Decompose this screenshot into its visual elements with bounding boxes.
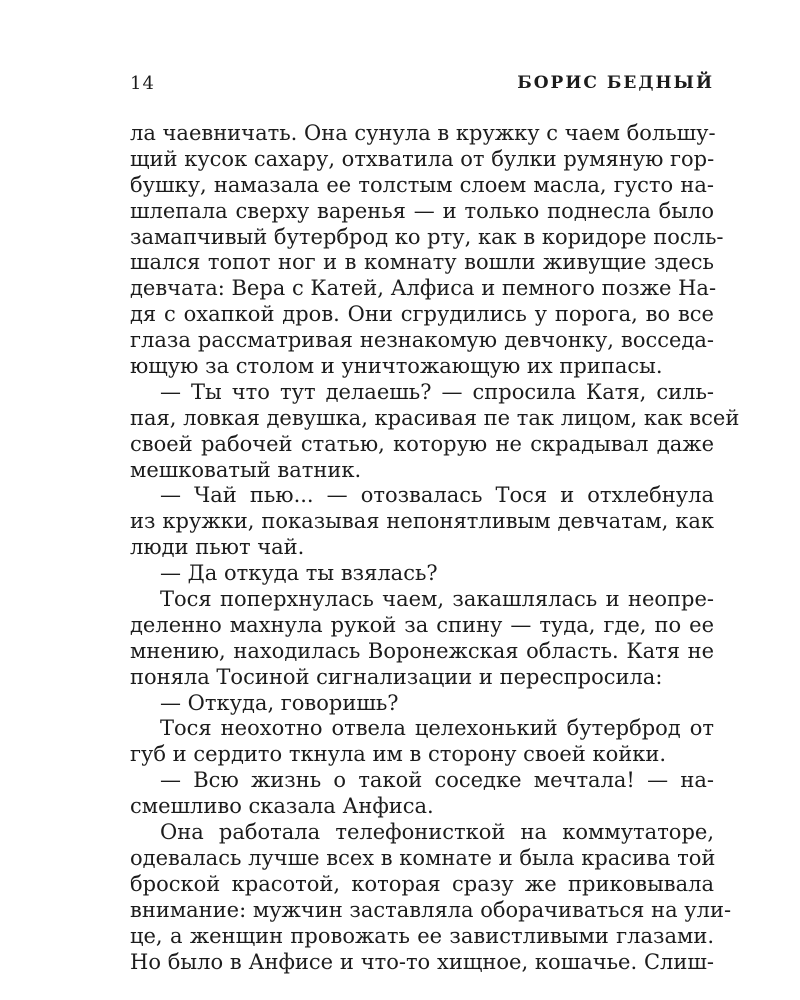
paragraph (130, 483, 714, 561)
text-line: глаза рассматривая незнакомую девчонку, восседа- (130, 328, 714, 353)
text-line: шался топот ног и в комнату вошли живущие здесь (130, 250, 714, 275)
text-line: бушку, намазала ее толстым слоем масла, густо на- (130, 172, 714, 197)
text-line: смешливо сказала Анфиса. (130, 794, 434, 819)
page-number: 14 (130, 73, 155, 94)
text-line: мешковатый ватник. (130, 457, 362, 482)
paragraph (130, 379, 740, 484)
text-line: — Ты что тут делаешь? — спросила Катя, силь- (160, 379, 714, 404)
text-line: — Да откуда ты взялась? (160, 561, 438, 586)
text-line: дя с охапкой дров. Они сгрудились у порога, во все (130, 302, 714, 327)
text-line: Но было в Анфисе и что-то хищное, кошачье. Слиш- (130, 949, 714, 974)
text-line: замапчивый бутерброд ко рту, как в коридоре посль- (130, 224, 724, 249)
paragraph (130, 768, 714, 820)
text-line: девчата: Вера с Катей, Алфиса и пемного позже На- (130, 276, 717, 301)
paragraph (130, 716, 714, 768)
text-line: мнению, находилась Воронежская область. Катя не (130, 638, 714, 663)
text-line: пая, ловкая девушка, красивая пе так лицом, как всей (130, 405, 740, 430)
paragraph (130, 121, 724, 380)
text-line: броской красотой, которая сразу же приковывала (130, 871, 714, 896)
paragraph (130, 587, 714, 691)
paragraph (130, 691, 714, 717)
text-line: це, а женщин провожать ее завистливыми глазами. (130, 923, 714, 948)
text-line: из кружки, показывая непонятливым девчатам, как (130, 509, 714, 534)
text-line: своей рабочей статью, которую не скрадывал даже (130, 431, 714, 456)
text-line: — Всю жизнь о такой соседке мечтала! — на- (160, 768, 714, 793)
text-line: ла чаевничать. Она сунула в кружку с чаем большу- (130, 121, 716, 145)
text-line: одевалась лучше всех в комнате и была красива той (130, 845, 716, 870)
paragraph (130, 820, 732, 975)
text-line: — Откуда, говоришь? (160, 690, 399, 715)
text-line: люди пьют чай. (130, 535, 305, 560)
body-text (130, 121, 740, 975)
text-line: ющую за столом и уничтожающую их припасы. (130, 354, 663, 379)
running-head-author: БОРИС БЕДНЫЙ (517, 73, 714, 93)
text-line: поняла Тосиной сигнализации и переспросила: (130, 664, 663, 689)
paragraph (130, 561, 714, 587)
text-line: — Чай пью... — отозвалась Тося и отхлебнула (160, 483, 714, 508)
text-line: губ и сердито ткнула им в сторону своей койки. (130, 742, 667, 767)
text-line: щий кусок сахару, отхватила от булки румяную гор- (130, 146, 715, 171)
page-header (130, 73, 714, 103)
text-line: внимание: мужчин заставляла оборачиваться на ули- (130, 897, 732, 922)
text-line: деленно махнула рукой за спину — туда, где, по ее (130, 612, 714, 637)
text-line: шлепала сверху варенья — и только поднесла было (130, 198, 714, 223)
text-line: Тося поперхнулась чаем, закашлялась и неопре- (160, 587, 714, 612)
text-line: Тося неохотно отвела целехонький бутерброд от (160, 716, 714, 741)
text-line: Она работала телефонисткой на коммутаторе, (160, 820, 714, 845)
